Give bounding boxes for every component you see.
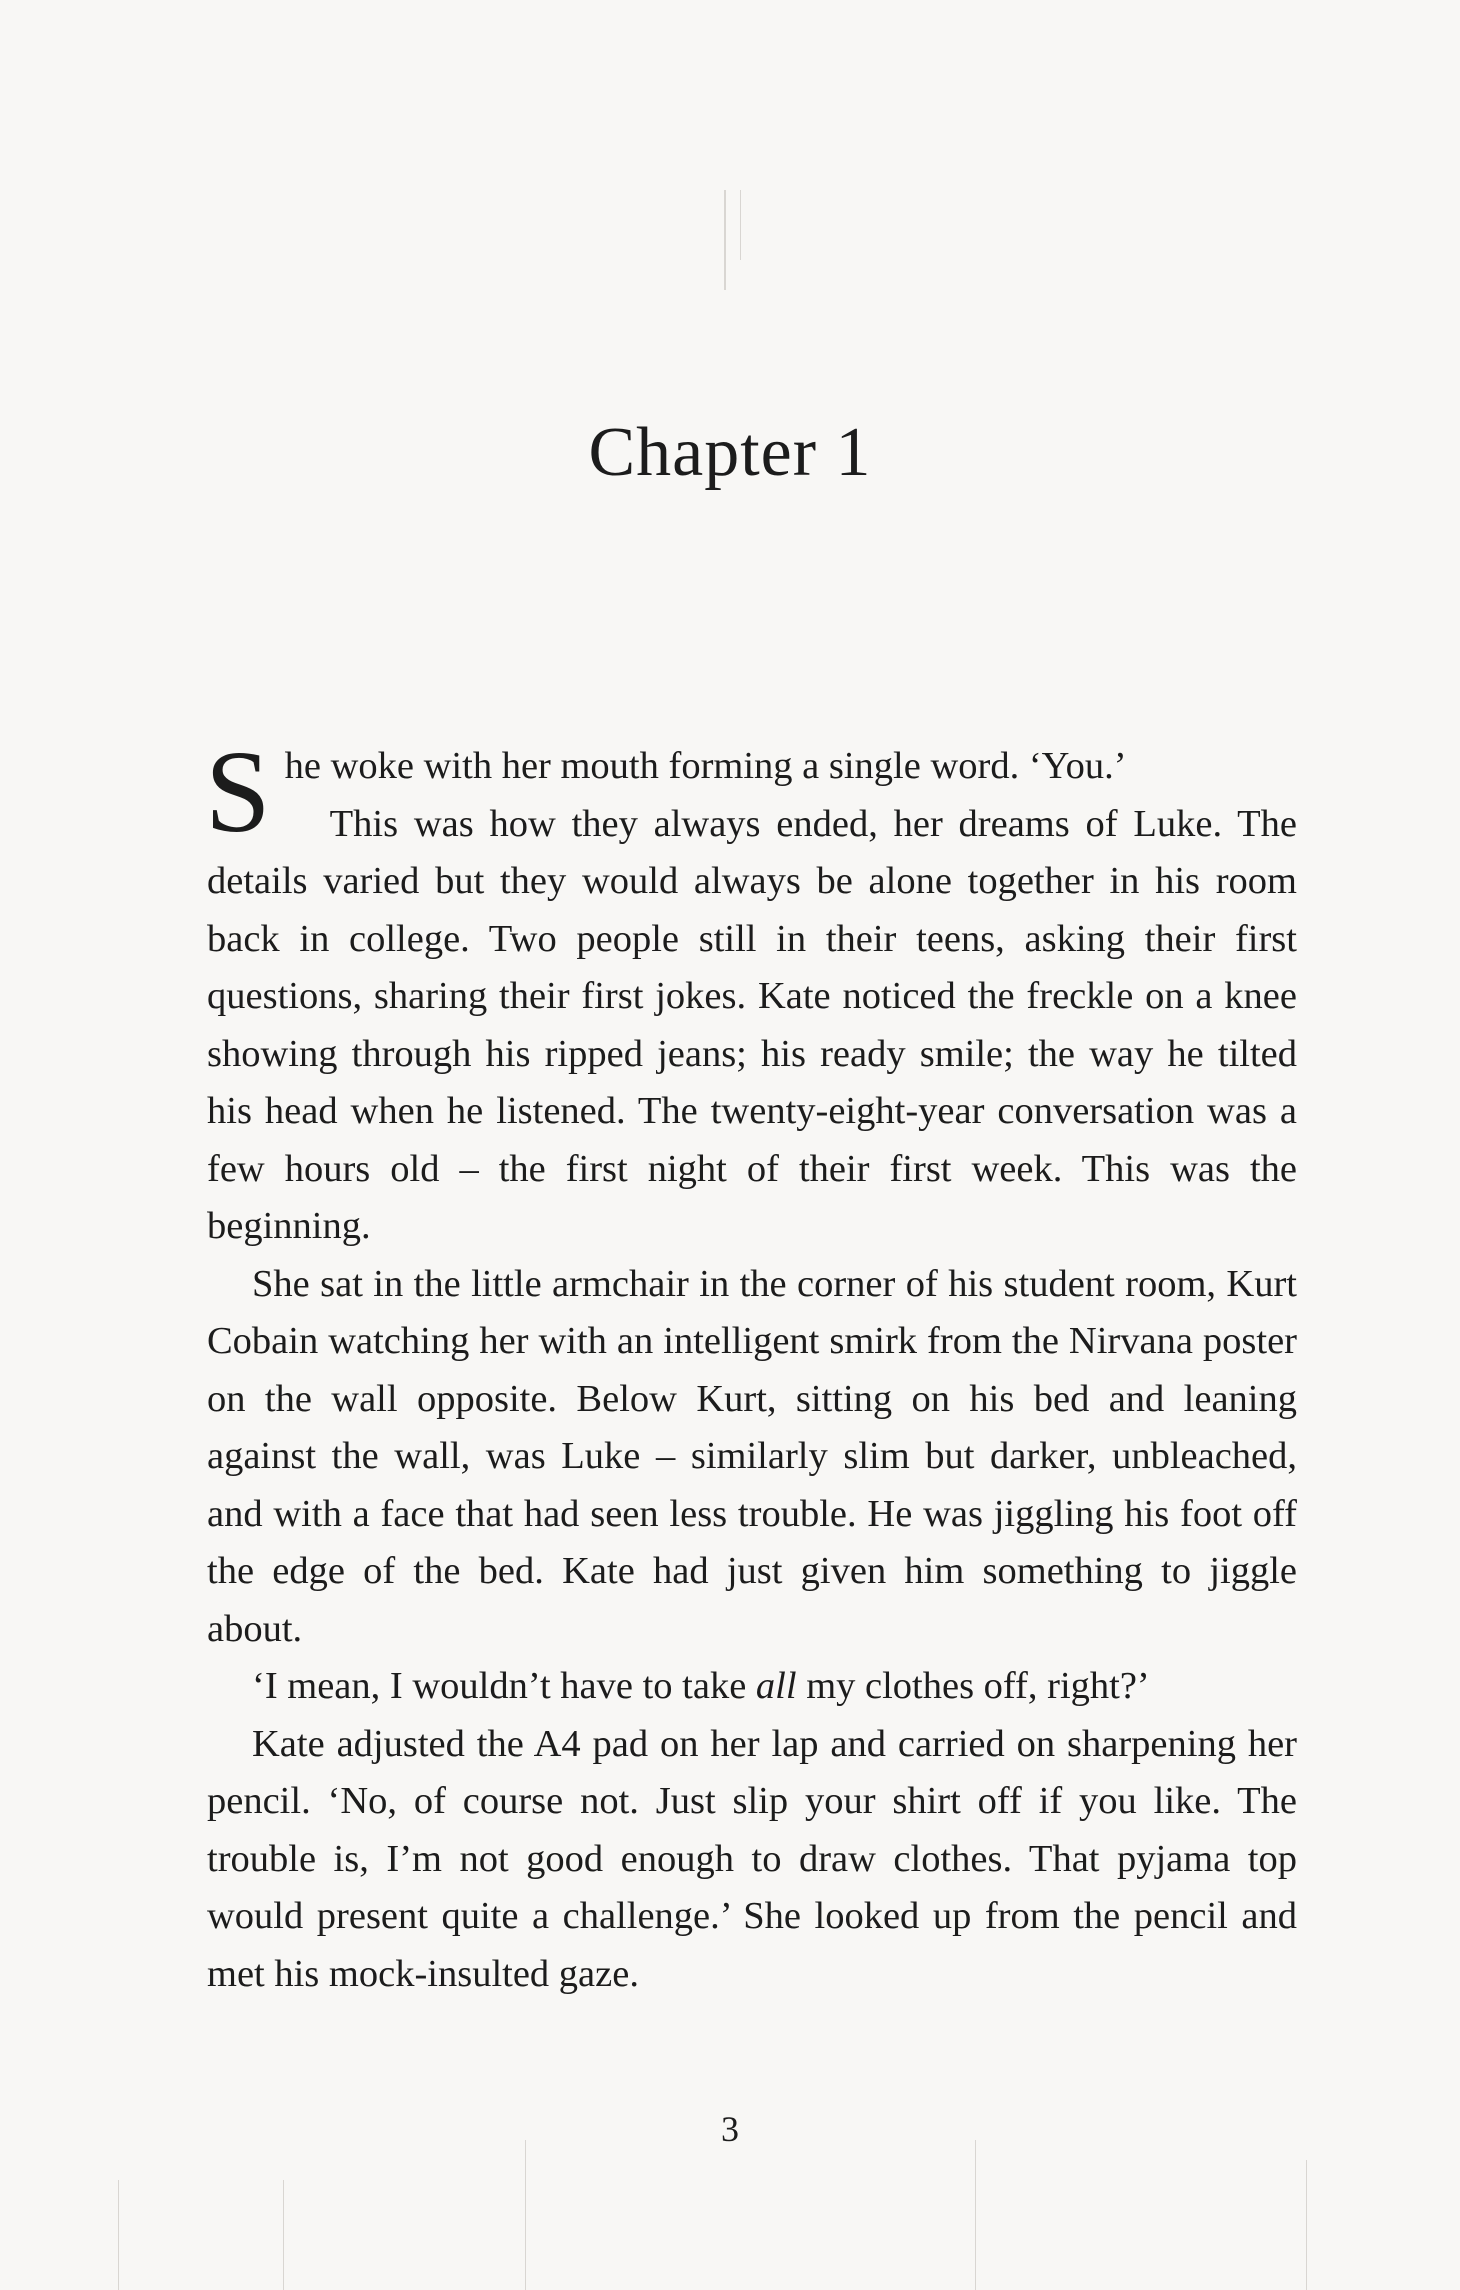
paragraph: She sat in the little armchair in the corner of his student room, Kurt Cobain watching her with an intelligent smirk from the Nirvana poster on the wall opposite. Below Kurt, sitting on his bed and leaning against the wall, was Luke – similarly slim but darker, unbleached, and with a face that had seen less trouble. He was jiggling his foot off the edge of the bed. Kate had just given him something to jiggle about. <box>207 1262 1297 1650</box>
scan-line-mark <box>525 2140 526 2290</box>
dialogue-paragraph <box>207 1658 1297 1716</box>
scan-line-mark <box>283 2180 284 2290</box>
emphasized-word: all <box>755 1665 797 1707</box>
opening-line: he woke with her mouth forming a single word. ‘You.’ <box>284 745 1127 787</box>
chapter-title: Chapter 1 <box>588 414 872 491</box>
chapter-body <box>205 726 1297 2003</box>
dialogue-end: my clothes off, right?’ <box>796 1665 1150 1707</box>
scan-line-mark <box>118 2180 119 2290</box>
paragraph: Kate adjusted the A4 pad on her lap and carried on sharpening her pencil. ‘No, of course not. Just slip your shirt off if you like. The trouble is, I’m not good enough to draw clothes. That pyjama top would present quite a challenge.’ She looked up from the pencil and met his mock-insulted gaze. <box>207 1722 1297 1995</box>
page-number: 3 <box>721 2109 739 2149</box>
dialogue-start: ‘I mean, I wouldn’t have to take <box>252 1665 756 1707</box>
drop-cap: S <box>205 726 271 857</box>
opening-paragraph <box>205 726 1297 857</box>
scan-line-mark <box>975 2140 976 2290</box>
scan-line-mark <box>724 190 726 290</box>
paragraph: This was how they always ended, her dreams of Luke. The details varied but they would always be alone together in his room back in college. Two people still in their teens, asking their first questions, sharing their first jokes. Kate noticed the freckle on a knee showing through his ripped jeans; his ready smile; the way he tilted his head when he listened. The twenty-eight-year conversation was a few hours old – the first night of their first week. This was the beginning. <box>207 802 1297 1247</box>
scan-line-mark <box>1306 2160 1307 2290</box>
scan-line-mark <box>740 190 741 260</box>
